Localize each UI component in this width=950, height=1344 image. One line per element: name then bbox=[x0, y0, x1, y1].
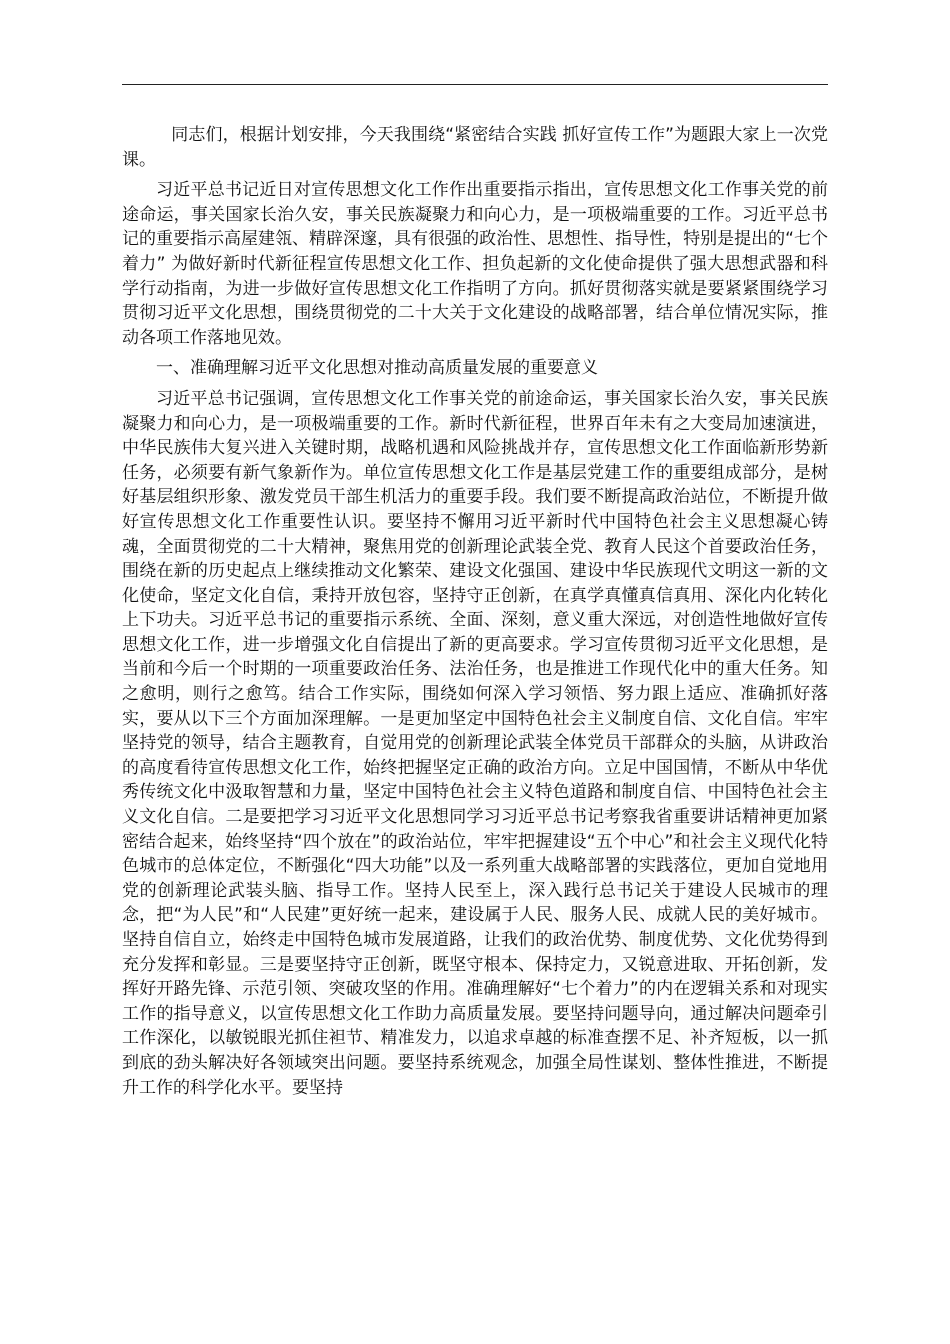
section-heading-1: 一、准确理解习近平文化思想对推动高质量发展的重要意义 bbox=[156, 358, 598, 379]
document-body bbox=[122, 123, 828, 1106]
paragraph-opening: 同志们，根据计划安排，今天我围绕“紧密结合实践 抓好宣传工作”为题跟大家上一次党课。 bbox=[122, 125, 828, 170]
paragraph-section-1-body: 习近平总书记强调，宣传思想文化工作事关党的前途命运，事关国家长治久安，事关民族凝聚力和向心力，是一项极端重要的工作。新时代新征程，世界百年未有之大变局加速演进，中华民族伟大复兴进入关键时期，战略机遇和风险挑战并存，宣传思想文化工作面临新形势新任务，必须要有新气象新作为。单位宣传思想文化工作是基层党建工作的重要组成部分，是树好基层组织形象、激发党员干部生机活力的重要手段。我们要不断提高政治站位，不断提升做好宣传思想文化工作重要性认识。要坚持不懈用习近平新时代中国特色社会主义思想凝心铸魂，全面贯彻党的二十大精神，聚焦用党的创新理论武装全党、教育人民这个首要政治任务，围绕在新的历史起点上继续推动文化繁荣、建设文化强国、建设中华民族现代文明这一新的文化使命，坚定文化自信，秉持开放包容，坚持守正创新，在真学真懂真信真用、深化内化转化上下功夫。习近平总书记的重要指示系统、全面、深刻，意义重大深远，对创造性地做好宣传思想文化工作，进一步增强文化自信提出了新的更高要求。学习宣传贯彻习近平文化思想，是当前和今后一个时期的一项重要政治任务、法治任务，也是推进工作现代化中的重大任务。知之愈明，则行之愈笃。结合工作实际，围绕如何深入学习领悟、努力跟上适应、准确抓好落实，要从以下三个方面加深理解。一是更加坚定中国特色社会主义制度自信、文化自信。牢牢坚持党的领导，结合主题教育，自觉用党的创新理论武装全体党员干部群众的头脑，从讲政治的高度看待宣传思想文化工作，始终把握坚定正确的政治方向。立足中国国情，不断从中华优秀传统文化中汲取智慧和力量，坚定中国特色社会主义特色道路和制度自信、中国特色社会主义文化自信。二是要把学习习近平文化思想同学习习近平总书记考察我省重要讲话精神更加紧密结合起来，始终坚持“四个放在”的政治站位，牢牢把握建设“五个中心”和社会主义现代化特色城市的总体定位，不断强化“四大功能”以及一系列重大战略部署的实践落位，更加自觉地用党的创新理论武装头脑、指导工作。坚持人民至上，深入践行总书记关于建设人民城市的理念，把“为人民”和“人民建”更好统一起来，建设属于人民、服务人民、成就人民的美好城市。坚持自信自立，始终走中国特色城市发展道路，让我们的政治优势、制度优势、文化优势得到充分发挥和彰显。三是要坚持守正创新，既坚守根本、保持定力，又锐意进取、开拓创新，发挥好开路先锋、示范引领、突破攻坚的作用。准确理解好“七个着力”的内在逻辑关系和对现实工作的指导意义，以宣传思想文化工作助力高质量发展。要坚持问题导向，通过解决问题牵引工作深化，以敏锐眼光抓住袒节、精准发力，以追求卓越的标准查摆不足、补齐短板，以一抓到底的劲头解决好各领域突出问题。要坚持系统观念，加强全局性谋划、整体性推进，不断提升工作的科学化水平。要坚持 bbox=[122, 388, 828, 1098]
header-divider bbox=[122, 84, 828, 85]
paragraph-intro: 习近平总书记近日对宣传思想文化工作作出重要指示指出，宣传思想文化工作事关党的前途命运，事关国家长治久安，事关民族凝聚力和向心力，是一项极端重要的工作。习近平总书记的重要指示高屋建瓴、精辟深邃，具有很强的政治性、思想性、指导性，特别是提出的“七个着力” 为做好新时代新征程宣传思想文化工作、担负起新的文化使命提供了强大思想武器和科学行动指南，为进一步做好宣传思想文化工作指明了方向。抓好贯彻落实就是要紧紧围绕学习贯彻习近平文化思想，围绕贯彻党的二十大关于文化建设的战略部署，结合单位情况实际，推动各项工作落地见效。 bbox=[122, 180, 828, 348]
